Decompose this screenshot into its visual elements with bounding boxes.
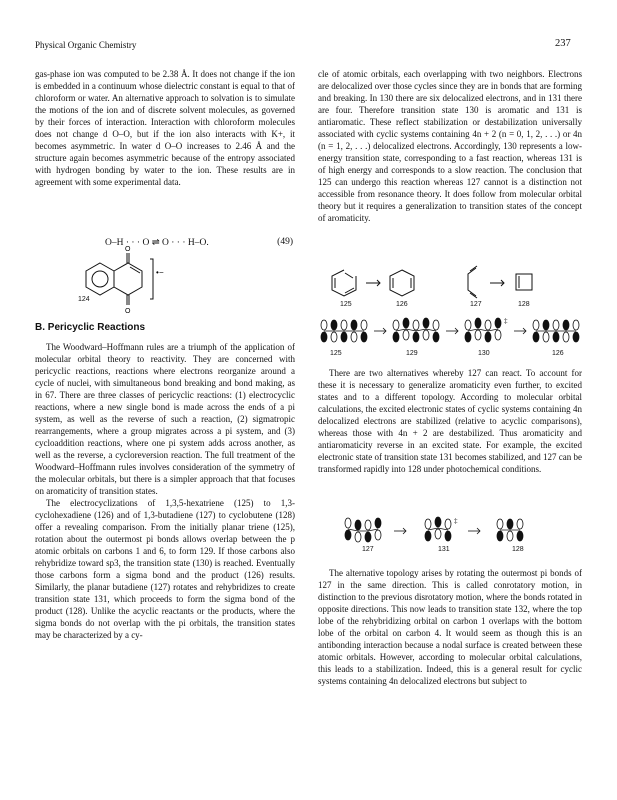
- right-column-top: [318, 68, 582, 224]
- scheme-orbital-overlap: [318, 315, 582, 347]
- scheme2-label-126: 126: [552, 350, 564, 357]
- left-column-top: [35, 68, 295, 188]
- orbital-set-131: [425, 517, 451, 541]
- paragraph: The Woodward–Hoffmann rules are a triumph of the application of molecular orbital theory to reactivity. They are concerned with pericyclic reactions, reactions where electrons reorganize around a cycle of nuclei, with simultaneous bond breaking and bond making, as in 67. There are three classes of pericyclic reactions: (1) electrocyclic reactions, where a new single bond is made across the ends of a pi system, as well as the reverse of such a reaction, (2) sigmatropic rearrangements, where a group migrates across a pi system, and (3) cycloaddition reactions, where one pi system adds across another, as well as the reverse, a cycloreversion reaction. The full treatment of the Woodward–Hoffmann rules involves consideration of the symmetry of the molecular orbitals, but there is a simpler approach that that focuses on aromaticity of transition states.: [35, 342, 295, 496]
- right-column-bottom: [318, 567, 582, 687]
- paragraph: gas-phase ion was computed to be 2.38 Å. It does not change if the ion is embedded in a continuum whose dielectric constant is equal to that of chloroform or water. An alternative approach to solvation is to simulate the motions of the ion and of discrete solvent molecules, as governed by their forces of interaction. Interaction with chloroform molecules does not change d O–O, but if the ion also interacts with K+, it becomes asymmetric. In water d O–O increases to 2.46 Å and the structure again becomes asymmetric because of the entropy associated with hydrogen bonding by water to the ion. These results are in agreement with some experimental data.: [35, 69, 295, 187]
- left-column-body: [35, 341, 295, 641]
- paragraph: There are two alternatives whereby 127 can react. To account for these it is necessary to generalize aromaticity even further, to excited states and to a different topology. According to molecular orbital calculations, the excited electronic states of cyclic systems containing 4n delocalized electrons are stabilized (relative to acyclic comparisons), whereas those with 4n + 2 are destabilized. Thus aromaticity and antiaromaticity reverse in an excited state. For example, the excited electronic state of transition state 131 becomes stabilized, and 127 can be transformed rapidly into 128 under photochemical conditions.: [318, 368, 582, 474]
- orbital-set-128: [497, 519, 523, 541]
- scheme1-label-127: 127: [470, 301, 482, 308]
- scheme-butadiene-orbitals: [318, 515, 582, 545]
- scheme-electrocyclization: [318, 262, 582, 302]
- orbital-set-130: [465, 318, 501, 342]
- orbital-set-126: [533, 320, 579, 342]
- svg-text:−: −: [159, 268, 164, 277]
- orbital-set-125: [321, 320, 367, 342]
- structure-124: [80, 245, 190, 317]
- equation-number: (49): [277, 237, 293, 247]
- orbital-set-129: [393, 318, 439, 342]
- scheme3-label-127: 127: [362, 546, 374, 553]
- svg-text:O: O: [125, 246, 131, 253]
- running-title: Physical Organic Chemistry: [35, 40, 137, 50]
- page-number: 237: [555, 38, 571, 49]
- svg-text:‡: ‡: [504, 317, 508, 325]
- scheme2-label-130: 130: [478, 350, 490, 357]
- section-heading: B. Pericyclic Reactions: [35, 322, 146, 333]
- paragraph: cle of atomic orbitals, each overlapping with two neighbors. Electrons are delocalized over those cycles since they are in bonds that are forming and breaking. In 130 there are six delocalized electrons, and in 131 there are four. Therefore transition state 130 is aromatic and 131 is antiaromatic. These reflect stabilization or destabilization universally associated with cyclic systems containing 4n + 2 (n = 0, 1, 2, . . .) or 4n (n = 1, 2, . . .) delocalized electrons. Accordingly, 130 represents a low-energy transition state, corresponding to a fast reaction, whereas 131 is of high energy and corresponds to a slow reaction. The conclusion that 125 can undergo this reaction whereas 127 cannot is a distinction not accessible from resonance theory. It does follow from molecular orbital theory but it requires a generalization to transition states of the concept of aromaticity.: [318, 69, 582, 223]
- scheme3-label-128: 128: [512, 546, 524, 553]
- scheme2-label-125: 125: [330, 350, 342, 357]
- svg-text:‡: ‡: [454, 517, 458, 525]
- scheme1-label-126: 126: [396, 301, 408, 308]
- scheme1-label-125: 125: [340, 301, 352, 308]
- scheme2-label-129: 129: [406, 350, 418, 357]
- right-column-middle: [318, 367, 582, 475]
- paragraph: The electrocyclizations of 1,3,5-hexatriene (125) to 1,3-cyclohexadiene (126) and of 1,3-butadiene (127) to cyclobutene (128) offer a revealing comparison. From the initially planar triene (125), rotation about the outermost pi bonds allows overlap between the p atomic orbitals on carbons 1 and 6, to form 129. If those carbons also rehybridize toward sp3, the transition state (130) is reached. Eventually those carbons form a sigma bond and the product (126) results. Similarly, the planar butadiene (127) rotates and rehybridizes to create transition state 131, which proceeds to form the sigma bond of the product (128). Unlike the acyclic reactants or the products, where the sigma bonds do not overlap with the pi orbitals, the transition states may be characterized by a cy-: [35, 498, 295, 640]
- equation-expression: O–H · · · O ⇌ O · · · H–O.: [105, 238, 209, 248]
- orbital-set-127: [345, 518, 381, 542]
- svg-text:•: •: [156, 268, 159, 277]
- svg-text:O: O: [125, 308, 131, 315]
- structure-label-124: 124: [78, 296, 90, 303]
- scheme1-label-128: 128: [518, 301, 530, 308]
- paragraph: The alternative topology arises by rotating the outermost pi bonds of 127 in the same direction. This is called conrotatory motion, in distinction to the previous disrotatory motion, where the bonds rotated in opposite directions. This now leads to transition state 132, where the top lobe of the rehybridizing orbital on carbon 1 overlaps with the bottom lobe of the orbital on carbon 4. It would seem as though this is an antibonding interaction because a nodal surface is created between these atomic orbitals. However, according to molecular orbital calculations, this leads to a stabilization. Indeed, this is a general result for cyclic systems containing 4n delocalized electrons but subject to: [318, 568, 582, 686]
- scheme3-label-131: 131: [438, 546, 450, 553]
